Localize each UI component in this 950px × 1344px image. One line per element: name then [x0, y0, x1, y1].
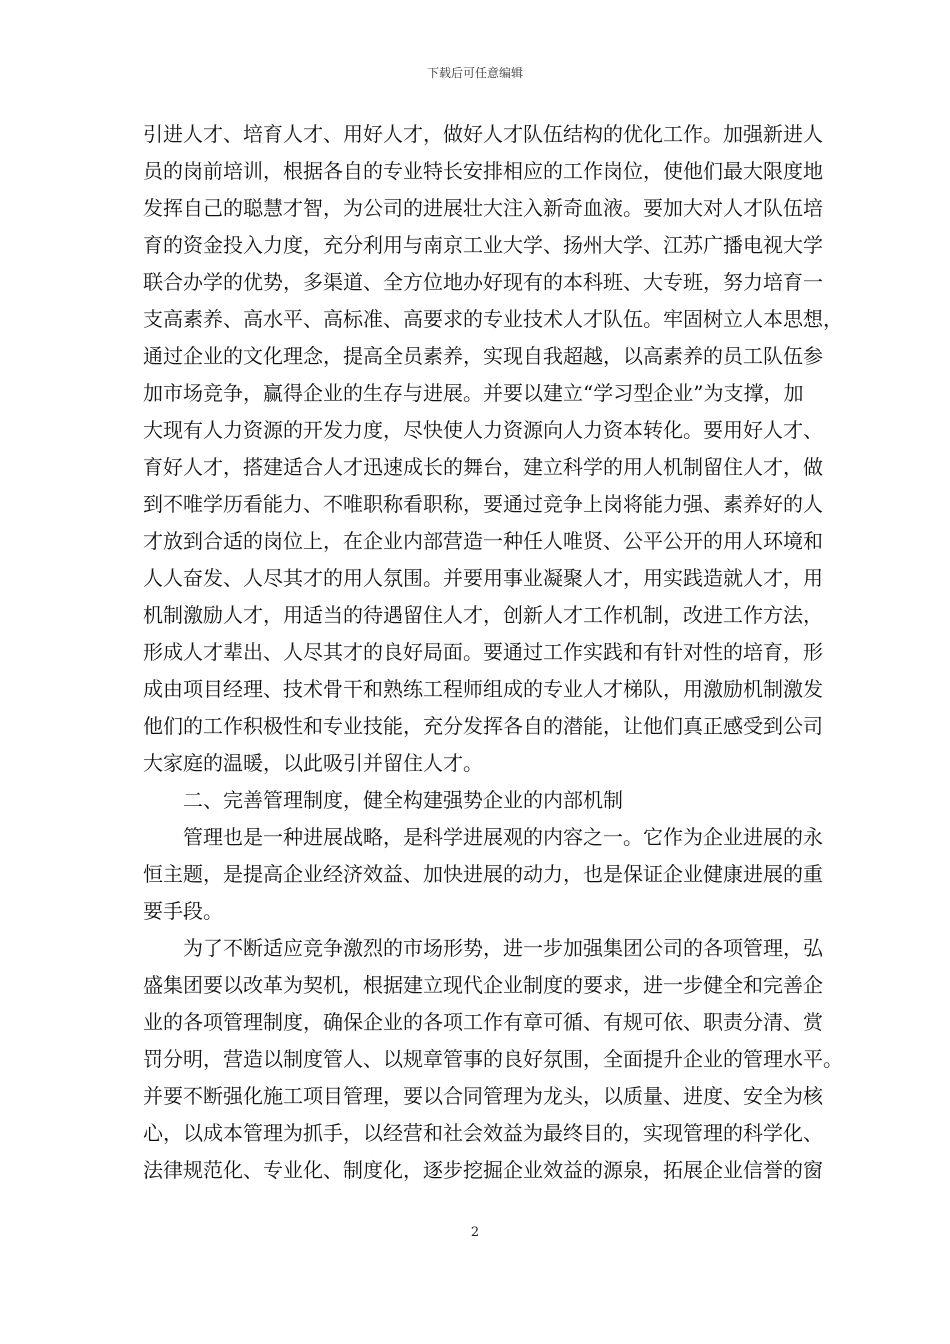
- text-line: 要手段。: [143, 899, 223, 923]
- text-line: 管理也是一种进展战略，是科学进展观的内容之一。它作为企业进展的永: [183, 825, 823, 849]
- text-line: 加市场竞争，赢得企业的生存与进展。并要以建立“学习型企业”为支撑，加: [143, 381, 804, 405]
- text-line: 机制激励人才，用适当的待遇留住人才，创新人才工作机制，改进工作方法，: [143, 603, 823, 627]
- text-line: 联合办学的优势，多渠道、全方位地办好现有的本科班、大专班，努力培育一: [143, 270, 823, 294]
- text-line: 大现有人力资源的开发力度，尽快使人力资源向人力资本转化。要用好人才、: [143, 418, 823, 442]
- section-heading: 二、完善管理制度，健全构建强势企业的内部机制: [183, 788, 623, 812]
- text-line: 恒主题，是提高企业经济效益、加快进展的动力，也是保证企业健康进展的重: [143, 862, 823, 886]
- body-text: [143, 116, 843, 1189]
- text-line: 育的资金投入力度，充分利用与南京工业大学、扬州大学、江苏广播电视大学: [143, 233, 823, 257]
- text-line: 盛集团要以改革为契机，根据建立现代企业制度的要求，进一步健全和完善企: [143, 973, 823, 997]
- text-line: 形成人才辈出、人尽其才的良好局面。要通过工作实践和有针对性的培育，形: [143, 640, 823, 664]
- text-line: 并要不断强化施工项目管理，要以合同管理为龙头，以质量、进度、安全为核: [143, 1084, 823, 1108]
- page-header: 下载后可任意编辑: [426, 66, 523, 80]
- text-line: 育好人才，搭建适合人才迅速成长的舞台，建立科学的用人机制留住人才，做: [143, 455, 823, 479]
- text-line: 才放到合适的岗位上，在企业内部营造一种任人唯贤、公平公开的用人环境和: [143, 529, 823, 553]
- text-line: 发挥自己的聪慧才智，为公司的进展壮大注入新奇血液。要加大对人才队伍培: [143, 196, 823, 220]
- text-line: 法律规范化、专业化、制度化，逐步挖掘企业效益的源泉，拓展企业信誉的窗: [143, 1158, 823, 1182]
- text-line: 心，以成本管理为抓手，以经营和社会效益为最终目的，实现管理的科学化、: [143, 1121, 823, 1145]
- text-line: 成由项目经理、技术骨干和熟练工程师组成的专业人才梯队，用激励机制激发: [143, 677, 823, 701]
- text-line: 到不唯学历看能力、不唯职称看职称，要通过竞争上岗将能力强、素养好的人: [143, 492, 823, 516]
- text-line: 业的各项管理制度，确保企业的各项工作有章可循、有规可依、职责分清、赏: [143, 1010, 823, 1034]
- text-line: 支高素养、高水平、高标准、高要求的专业技术人才队伍。牢固树立人本思想，: [143, 307, 843, 331]
- text-line: 通过企业的文化理念，提高全员素养，实现自我超越，以高素养的员工队伍参: [143, 344, 823, 368]
- text-line: 他们的工作积极性和专业技能，充分发挥各自的潜能，让他们真正感受到公司: [143, 714, 823, 738]
- text-line: 罚分明，营造以制度管人、以规章管事的良好氛围，全面提升企业的管理水平。: [143, 1047, 843, 1071]
- text-line: 人人奋发、人尽其才的用人氛围。并要用事业凝聚人才，用实践造就人才，用: [143, 566, 823, 590]
- text-line: 大家庭的温暖，以此吸引并留住人才。: [143, 751, 483, 775]
- text-line: 员的岗前培训，根据各自的专业特长安排相应的工作岗位，使他们最大限度地: [143, 159, 823, 183]
- text-line: 引进人才、培育人才、用好人才，做好人才队伍结构的优化工作。加强新进人: [143, 122, 823, 146]
- page-number: 2: [470, 1225, 480, 1240]
- text-line: 为了不断适应竞争激烈的市场形势，进一步加强集团公司的各项管理，弘: [183, 936, 823, 960]
